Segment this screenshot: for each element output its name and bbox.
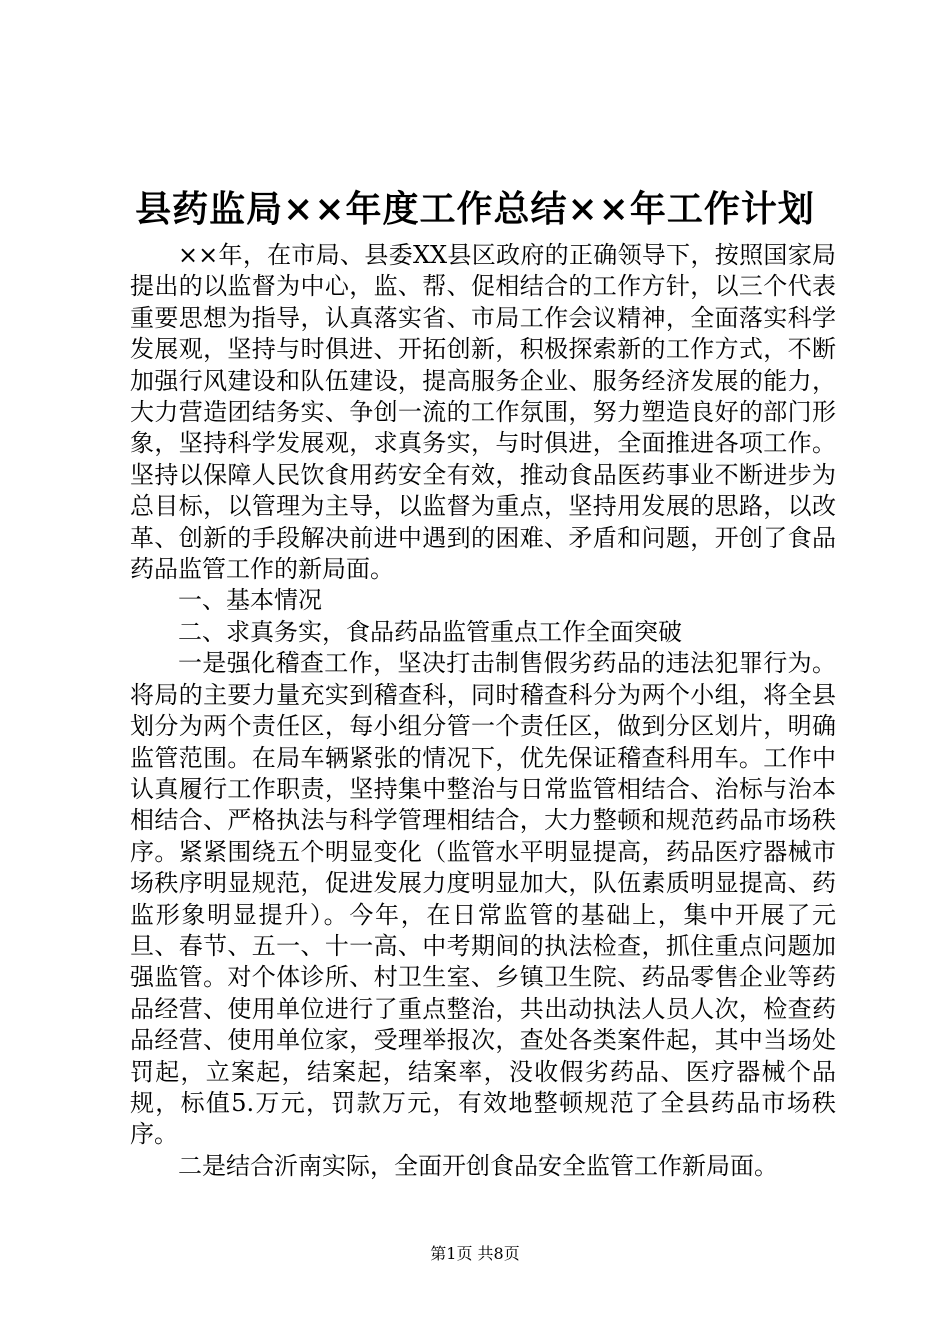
document-title: 县药监局××年度工作总结××年工作计划 — [135, 188, 815, 230]
section-heading-basic: 一、基本情况 — [178, 586, 322, 615]
section-heading-key-work: 二、求真务实，食品药品监管重点工作全面突破 — [178, 617, 682, 646]
document-body — [130, 240, 836, 1182]
inspection-paragraph: 一是强化稽查工作，坚决打击制售假劣药品的违法犯罪行为。将局的主要力量充实到稽查科，同时稽查科分为两个小组，将全县划分为两个责任区，每小组分管一个责任区，做到分区划片，明确监管范围。在局车辆紧张的情况下，优先保证稽查科用车。工作中认真履行工作职责，坚持集中整治与日常监管相结合、治标与治本相结合、严格执法与科学管理相结合，大力整顿和规范药品市场秩序。紧紧围绕五个明显变化（监管水平明显提高，药品医疗器械市场秩序明显规范，促进发展力度明显加大，队伍素质明显提高、药监形象明显提升）。今年，在日常监管的基础上，集中开展了元旦、春节、五一、十一高、中考期间的执法检查，抓住重点问题加强监管。对个体诊所、村卫生室、乡镇卫生院、药品零售企业等药品经营、使用单位进行了重点整治，共出动执法人员人次，检查药品经营、使用单位家，受理举报次，查处各类案件起，其中当场处罚起，立案起，结案起，结案率，没收假劣药品、医疗器械个品规，标值5.万元，罚款万元，有效地整顿规范了全县药品市场秩序。 — [130, 649, 836, 1149]
food-safety-paragraph: 二是结合沂南实际，全面开创食品安全监管工作新局面。 — [178, 1151, 778, 1180]
intro-paragraph: ××年，在市局、县委XX县区政府的正确领导下，按照国家局提出的以监督为中心，监、帮、促相结合的工作方针，以三个代表重要思想为指导，认真落实省、市局工作会议精神，全面落实科学发展观，坚持与时俱进、开拓创新，积极探索新的工作方式，不断加强行风建设和队伍建设，提高服务企业、服务经济发展的能力，大力营造团结务实、争创一流的工作氛围，努力塑造良好的部门形象，坚持科学发展观，求真务实，与时俱进，全面推进各项工作。坚持以保障人民饮食用药安全有效，推动食品医药事业不断进步为总目标，以管理为主导，以监督为重点，坚持用发展的思路，以改革、创新的手段解决前进中遇到的困难、矛盾和问题，开创了食品药品监管工作的新局面。 — [130, 241, 836, 584]
page-footer: 第1页 共8页 — [430, 1244, 520, 1263]
